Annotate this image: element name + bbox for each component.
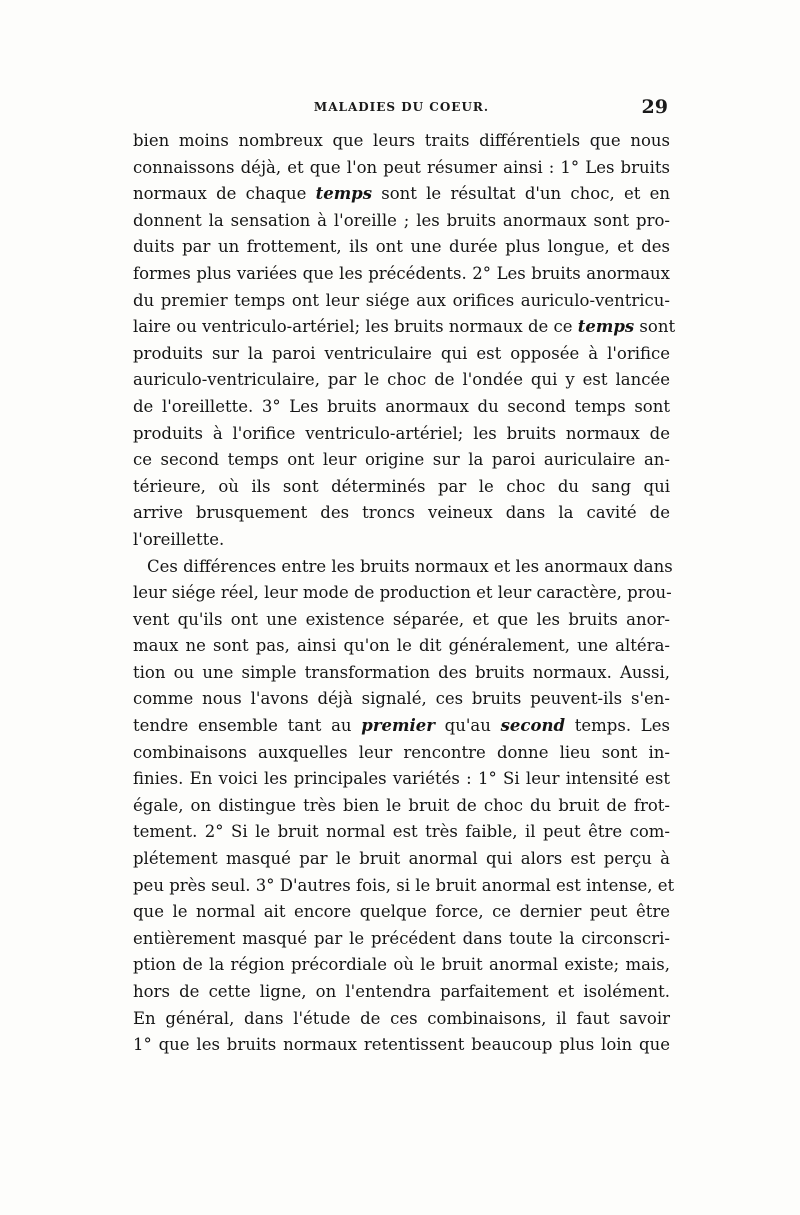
- text-line: [133, 926, 670, 953]
- text-line: [133, 155, 670, 182]
- page-number: 29: [641, 96, 668, 118]
- line-text: plétement masqué par le bruit anormal qui alors est perçu à: [133, 849, 670, 869]
- line-text: Ces différences entre les bruits normaux et les anormaux dans: [147, 556, 673, 576]
- text-line: [133, 899, 670, 926]
- line-text: ption de la région précordiale où le bruit anormal existe; mais,: [133, 955, 670, 975]
- text-line: [133, 554, 673, 581]
- text-line: [133, 208, 670, 235]
- text-line: [133, 713, 670, 740]
- text-line: [133, 421, 670, 448]
- text-line: [133, 633, 670, 660]
- text-line: [133, 819, 670, 846]
- line-text: donnent la sensation à l'oreille ; les bruits anormaux sont pro-: [133, 210, 670, 230]
- line-text: tement. 2° Si le bruit normal est très faible, il peut être com-: [133, 822, 670, 842]
- line-text: 1° que les bruits normaux retentissent beaucoup plus loin que: [133, 1035, 670, 1055]
- line-text: formes plus variées que les précédents. 2° Les bruits anormaux: [133, 263, 670, 283]
- body-text: [133, 128, 676, 1059]
- line-text: térieure, où ils sont déterminés par le choc du sang qui: [133, 476, 670, 496]
- text-line: [133, 261, 670, 288]
- line-text: qu'au: [434, 716, 501, 736]
- line-text: comme nous l'avons déjà signalé, ces bruits peuvent-ils s'en-: [133, 689, 670, 709]
- text-line: [133, 527, 670, 554]
- text-line: [133, 234, 670, 261]
- emphasized-word: second: [500, 716, 565, 736]
- text-line: [133, 314, 676, 341]
- text-line: [133, 846, 670, 873]
- running-head: [133, 96, 670, 124]
- line-text: finies. En voici les principales variétés : 1° Si leur intensité est: [133, 769, 670, 789]
- text-line: [133, 341, 670, 368]
- line-text: connaissons déjà, et que l'on peut résumer ainsi : 1° Les bruits: [133, 157, 670, 177]
- line-text: l'oreillette.: [133, 529, 225, 549]
- text-line: [133, 367, 670, 394]
- line-text: combinaisons auxquelles leur rencontre donne lieu sont in-: [133, 742, 670, 762]
- line-text: leur siége réel, leur mode de production et leur caractère, prou-: [133, 583, 672, 603]
- line-text: bien moins nombreux que leurs traits différentiels que nous: [133, 131, 670, 150]
- line-text: En général, dans l'étude de ces combinaisons, il faut savoir: [133, 1008, 670, 1028]
- line-text: normaux de chaque: [133, 184, 316, 204]
- line-text: égale, on distingue très bien le bruit de choc du bruit de frot-: [133, 795, 670, 815]
- running-title: MALADIES DU COEUR.: [313, 100, 490, 114]
- text-line: [133, 1032, 670, 1059]
- line-text: de l'oreillette. 3° Les bruits anormaux du second temps sont: [133, 396, 670, 416]
- line-text: sont: [634, 317, 676, 337]
- text-line: [133, 793, 670, 820]
- line-text: duits par un frottement, ils ont une durée plus longue, et des: [133, 237, 670, 257]
- text-line: [133, 500, 670, 527]
- line-text: sont le résultat d'un choc, et en: [372, 184, 670, 204]
- emphasized-word: premier: [361, 716, 435, 736]
- line-text: du premier temps ont leur siége aux orifices auriculo-ventricu-: [133, 290, 670, 310]
- emphasized-word: temps: [315, 184, 372, 204]
- text-line: [133, 580, 670, 607]
- line-text: vent qu'ils ont une existence séparée, et que les bruits anor-: [133, 609, 670, 629]
- line-text: que le normal ait encore quelque force, ce dernier peut être: [133, 902, 670, 922]
- line-text: produits à l'orifice ventriculo-artériel; les bruits normaux de: [133, 423, 670, 443]
- text-line: [133, 873, 675, 900]
- text-line: [133, 766, 670, 793]
- line-text: maux ne sont pas, ainsi qu'on le dit généralement, une altéra-: [133, 636, 670, 656]
- text-line: [133, 288, 670, 315]
- line-text: hors de cette ligne, on l'entendra parfaitement et isolément.: [133, 982, 670, 1001]
- text-line: [133, 128, 670, 155]
- text-line: [133, 979, 670, 1006]
- emphasized-word: temps: [577, 317, 635, 337]
- line-text: entièrement masqué par le précédent dans toute la circonscri-: [133, 928, 670, 948]
- line-text: laire ou ventriculo-artériel; les bruits normaux de ce: [133, 317, 578, 337]
- line-text: peu près seul. 3° D'autres fois, si le bruit anormal est intense, et: [133, 875, 675, 895]
- text-line: [133, 1006, 670, 1033]
- line-text: produits sur la paroi ventriculaire qui est opposée à l'orifice: [133, 343, 670, 363]
- text-line: [133, 686, 670, 713]
- line-text: tion ou une simple transformation des bruits normaux. Aussi,: [133, 662, 670, 682]
- text-line: [133, 447, 670, 474]
- text-line: [133, 181, 670, 208]
- line-text: auriculo-ventriculaire, par le choc de l'ondée qui y est lancée: [133, 370, 670, 390]
- text-line: [133, 474, 670, 501]
- text-line: [133, 607, 670, 634]
- text-line: [133, 660, 670, 687]
- line-text: ce second temps ont leur origine sur la paroi auriculaire an-: [133, 450, 670, 470]
- text-line: [133, 740, 670, 767]
- text-line: [133, 394, 670, 421]
- line-text: temps. Les: [565, 716, 670, 736]
- text-line: [133, 952, 670, 979]
- line-text: tendre ensemble tant au: [133, 716, 362, 736]
- line-text: arrive brusquement des troncs veineux dans la cavité de: [133, 503, 670, 523]
